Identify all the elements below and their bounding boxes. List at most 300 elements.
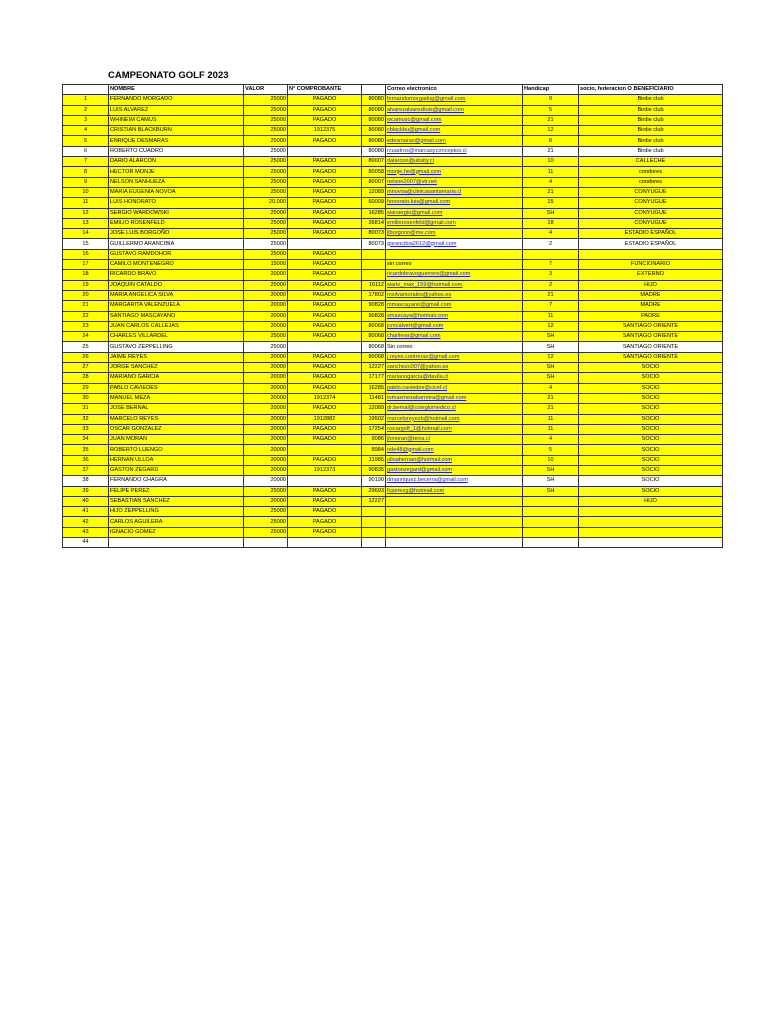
handicap-cell: 21 bbox=[523, 404, 579, 414]
valor-cell: 25000 bbox=[244, 229, 288, 239]
nombre-cell: FELIPE PEREZ bbox=[109, 486, 244, 496]
nombre-cell: HERNAN ULLOA bbox=[109, 455, 244, 465]
handicap-cell bbox=[523, 538, 579, 548]
email-link[interactable]: jlborgono@me.com bbox=[387, 230, 436, 237]
comprobante-cell: PAGADO bbox=[288, 157, 362, 167]
telefono-cell: 80058 bbox=[362, 167, 386, 177]
telefono-cell: 12089 bbox=[362, 187, 386, 197]
comprobante-cell: PAGADO bbox=[288, 404, 362, 414]
valor-cell: 25000 bbox=[244, 332, 288, 342]
table-row bbox=[63, 198, 723, 208]
correo-cell bbox=[386, 414, 523, 424]
handicap-cell: 12 bbox=[523, 352, 579, 362]
nombre-cell: IGNACIO GOMEZ bbox=[109, 527, 244, 537]
nombre-cell bbox=[109, 538, 244, 548]
header-telefono bbox=[362, 85, 386, 95]
comprobante-cell: PAGADO bbox=[288, 208, 362, 218]
email-link[interactable]: sanchezc007@yahoo.es bbox=[387, 364, 449, 371]
email-link[interactable]: dalarcon@ubsity.cl bbox=[387, 158, 434, 165]
email-link[interactable]: honorato.luis@gmail.com bbox=[387, 199, 451, 206]
telefono-cell: 80073 bbox=[362, 229, 386, 239]
tipo-cell: CONYUGUE bbox=[579, 187, 723, 197]
comprobante-cell: 1912882 bbox=[288, 414, 362, 424]
table-row bbox=[63, 352, 723, 362]
telefono-cell: 80080 bbox=[362, 126, 386, 136]
correo-cell bbox=[386, 321, 523, 331]
row-number-cell: 43 bbox=[63, 527, 109, 537]
valor-cell: 20000 bbox=[244, 373, 288, 383]
valor-cell: 20000 bbox=[244, 321, 288, 331]
email-link[interactable]: dr.bernal@colegiomedico.cl bbox=[387, 405, 456, 412]
nombre-cell: JUAN MORAN bbox=[109, 435, 244, 445]
valor-cell: 25000 bbox=[244, 507, 288, 517]
tipo-cell: SOCIO bbox=[579, 445, 723, 455]
tipo-cell: SOCIO bbox=[579, 435, 723, 445]
nombre-cell: GUSTAVO RAMDOHOR bbox=[109, 249, 244, 259]
row-number-cell: 38 bbox=[63, 476, 109, 486]
telefono-cell: 80080 bbox=[362, 136, 386, 146]
nombre-cell: CHARLES VILLARDEL bbox=[109, 332, 244, 342]
row-number-cell: 34 bbox=[63, 435, 109, 445]
table-row bbox=[63, 373, 723, 383]
email-link[interactable]: ulloahernan@hotmail.com bbox=[387, 456, 453, 463]
nombre-cell: DARIO ALARCON bbox=[109, 157, 244, 167]
tipo-cell: condores bbox=[579, 177, 723, 187]
comprobante-cell: PAGADO bbox=[288, 363, 362, 373]
comprobante-cell: PAGADO bbox=[288, 290, 362, 300]
handicap-cell: 7 bbox=[523, 260, 579, 270]
email-link[interactable]: emiliorosenfeld@gmail.com bbox=[387, 220, 456, 226]
handicap-cell: 11 bbox=[523, 311, 579, 321]
handicap-cell: 2 bbox=[523, 280, 579, 290]
tipo-cell: SANTIAGO ORIENTE bbox=[579, 332, 723, 342]
nombre-cell: CRISTIAN BLACKBURN bbox=[109, 126, 244, 136]
tipo-cell: CONYUGUE bbox=[579, 198, 723, 208]
table-row bbox=[63, 321, 723, 331]
telefono-cell: 80068 bbox=[362, 342, 386, 352]
row-number-cell: 40 bbox=[63, 496, 109, 506]
telefono-cell: 9086 bbox=[362, 435, 386, 445]
tipo-cell: SOCIO bbox=[579, 373, 723, 383]
telefono-cell bbox=[362, 507, 386, 517]
correo-cell bbox=[386, 445, 523, 455]
table-row bbox=[63, 301, 723, 311]
tipo-cell: Birdie club bbox=[579, 105, 723, 115]
row-number-cell: 27 bbox=[63, 363, 109, 373]
comprobante-cell bbox=[288, 445, 362, 455]
comprobante-cell bbox=[288, 342, 362, 352]
email-link[interactable]: smascaya@hotmail.com bbox=[387, 312, 449, 319]
handicap-cell: 12 bbox=[523, 126, 579, 136]
table-row bbox=[63, 126, 723, 136]
correo-cell bbox=[386, 424, 523, 434]
row-number-cell: 36 bbox=[63, 455, 109, 465]
nombre-cell: ROBERTO CUADRO bbox=[109, 146, 244, 156]
correo-cell bbox=[386, 342, 523, 352]
tipo-cell bbox=[579, 249, 723, 259]
email-link[interactable]: dmanriquez.becerra@gmail.com bbox=[387, 477, 468, 484]
comprobante-cell: PAGADO bbox=[288, 115, 362, 125]
comprobante-cell: PAGADO bbox=[288, 507, 362, 517]
table-row bbox=[63, 342, 723, 352]
handicap-cell bbox=[523, 527, 579, 537]
table-row bbox=[63, 115, 723, 125]
correo-cell bbox=[386, 249, 523, 259]
table-row bbox=[63, 105, 723, 115]
nombre-cell: SERGIO WARDOWSKI bbox=[109, 208, 244, 218]
row-number-cell: 3 bbox=[63, 115, 109, 125]
comprobante-cell: PAGADO bbox=[288, 136, 362, 146]
valor-cell: 25000 bbox=[244, 136, 288, 146]
table-row bbox=[63, 393, 723, 403]
row-number-cell: 17 bbox=[63, 260, 109, 270]
handicap-cell: 5 bbox=[523, 105, 579, 115]
table-row bbox=[63, 146, 723, 156]
valor-cell: 20000 bbox=[244, 270, 288, 280]
valor-cell: 25000 bbox=[244, 95, 288, 105]
valor-cell: 25000 bbox=[244, 239, 288, 249]
handicap-cell: 10 bbox=[523, 157, 579, 167]
correo-cell bbox=[386, 167, 523, 177]
row-number-cell: 13 bbox=[63, 218, 109, 228]
tipo-cell: SOCIO bbox=[579, 414, 723, 424]
header-row bbox=[63, 85, 723, 95]
valor-cell: 25000 bbox=[244, 105, 288, 115]
email-link[interactable]: garancibia2612@gmail.com bbox=[387, 240, 457, 247]
handicap-cell: 11 bbox=[523, 414, 579, 424]
row-number-cell: 26 bbox=[63, 352, 109, 362]
email-link[interactable]: wcamusc@gmail.com bbox=[387, 117, 442, 124]
row-number-cell: 2 bbox=[63, 105, 109, 115]
email-link[interactable]: cblackbu@gmail.com bbox=[387, 127, 441, 134]
tipo-cell: CONYUGUE bbox=[579, 208, 723, 218]
valor-cell: 25000 bbox=[244, 342, 288, 352]
telefono-cell: 80007 bbox=[362, 157, 386, 167]
tipo-cell bbox=[579, 538, 723, 548]
comprobante-cell bbox=[288, 538, 362, 548]
header-valor: VALOR bbox=[244, 85, 288, 95]
valor-cell: 25000 bbox=[244, 208, 288, 218]
handicap-cell: SH bbox=[523, 476, 579, 486]
table-row bbox=[63, 383, 723, 393]
tipo-cell: Birdie club bbox=[579, 126, 723, 136]
valor-cell: 20000 bbox=[244, 290, 288, 300]
nombre-cell: ENRIQUE DESMARAS bbox=[109, 136, 244, 146]
correo-cell bbox=[386, 517, 523, 527]
row-number-cell: 41 bbox=[63, 507, 109, 517]
handicap-cell: 4 bbox=[523, 177, 579, 187]
telefono-cell: 12227 bbox=[362, 363, 386, 373]
comprobante-cell: PAGADO bbox=[288, 260, 362, 270]
handicap-cell: 12 bbox=[523, 321, 579, 331]
row-number-cell: 31 bbox=[63, 404, 109, 414]
comprobante-cell: PAGADO bbox=[288, 424, 362, 434]
handicap-cell: 21 bbox=[523, 290, 579, 300]
telefono-cell: 17802 bbox=[362, 290, 386, 300]
email-link[interactable]: fernandomorgadog@gmail.com bbox=[387, 96, 466, 103]
correo-cell bbox=[386, 260, 523, 270]
nombre-cell: MARCELO REYES bbox=[109, 414, 244, 424]
tipo-cell: HIJO bbox=[579, 496, 723, 506]
handicap-cell: 4 bbox=[523, 383, 579, 393]
tipo-cell: Birdie club bbox=[579, 146, 723, 156]
row-number-cell: 19 bbox=[63, 280, 109, 290]
participants-table bbox=[62, 84, 723, 548]
telefono-cell: 90828 bbox=[362, 301, 386, 311]
table-row bbox=[63, 167, 723, 177]
table-row bbox=[63, 476, 723, 486]
valor-cell: 20000 bbox=[244, 476, 288, 486]
correo-cell bbox=[386, 352, 523, 362]
telefono-cell: 12089 bbox=[362, 404, 386, 414]
row-number-cell: 16 bbox=[63, 249, 109, 259]
correo-cell bbox=[386, 229, 523, 239]
correo-cell bbox=[386, 496, 523, 506]
telefono-cell: 80080 bbox=[362, 146, 386, 156]
valor-cell: 25000 bbox=[244, 187, 288, 197]
comprobante-cell: PAGADO bbox=[288, 383, 362, 393]
handicap-cell: 10 bbox=[523, 455, 579, 465]
correo-cell bbox=[386, 332, 523, 342]
nombre-cell: MARGARITA VALENZUELA bbox=[109, 301, 244, 311]
email-link[interactable]: rcuadros@marcasyconceptos.cl bbox=[387, 147, 467, 154]
tipo-cell: SOCIO bbox=[579, 455, 723, 465]
email-link[interactable]: warsergio@gmail.com bbox=[387, 209, 443, 216]
tipo-cell: Birdie club bbox=[579, 136, 723, 146]
telefono-cell: 90835 bbox=[362, 465, 386, 475]
valor-cell: 25000 bbox=[244, 249, 288, 259]
correo-cell bbox=[386, 301, 523, 311]
handicap-cell: 5 bbox=[523, 445, 579, 455]
tipo-cell: SOCIO bbox=[579, 476, 723, 486]
table-row bbox=[63, 311, 723, 321]
row-number-cell: 42 bbox=[63, 517, 109, 527]
telefono-cell: 17177 bbox=[362, 373, 386, 383]
comprobante-cell: 1912373 bbox=[288, 465, 362, 475]
email-link[interactable]: mnovoa@clinicasantamaria.cl bbox=[387, 189, 462, 196]
valor-cell: 15000 bbox=[244, 260, 288, 270]
comprobante-cell: PAGADO bbox=[288, 321, 362, 331]
valor-cell: 20000 bbox=[244, 311, 288, 321]
row-number-cell: 9 bbox=[63, 177, 109, 187]
telefono-cell: 80068 bbox=[362, 321, 386, 331]
row-number-cell: 44 bbox=[63, 538, 109, 548]
correo-cell bbox=[386, 383, 523, 393]
handicap-cell: SH bbox=[523, 342, 579, 352]
correo-cell bbox=[386, 136, 523, 146]
handicap-cell bbox=[523, 507, 579, 517]
nombre-cell: FERNANDO CHAGRA bbox=[109, 476, 244, 486]
nombre-cell: EMILIO ROSENFELD bbox=[109, 218, 244, 228]
telefono-cell bbox=[362, 249, 386, 259]
handicap-cell bbox=[523, 517, 579, 527]
row-number-cell: 5 bbox=[63, 136, 109, 146]
row-number-cell: 24 bbox=[63, 332, 109, 342]
email-link[interactable]: tomasmezabarreira@gmail.com bbox=[387, 395, 467, 402]
email-link[interactable]: jcmcalvert@gmail.com bbox=[387, 322, 444, 329]
correo-cell bbox=[386, 157, 523, 167]
row-number-cell: 35 bbox=[63, 445, 109, 455]
email-link[interactable]: alvarezalvarezlluis@gmail.com bbox=[387, 106, 464, 113]
telefono-cell: 16112 bbox=[362, 280, 386, 290]
tipo-cell bbox=[579, 517, 723, 527]
telefono-cell: 11985 bbox=[362, 455, 386, 465]
tipo-cell: SOCIO bbox=[579, 383, 723, 393]
email-link[interactable]: msilvamorales@yahoo.es bbox=[387, 292, 452, 299]
valor-cell: 25000 bbox=[244, 517, 288, 527]
valor-cell: 20000 bbox=[244, 496, 288, 506]
correo-cell bbox=[386, 270, 523, 280]
telefono-cell: 16285 bbox=[362, 208, 386, 218]
email-link[interactable]: oscargolf_1@hotmail.com bbox=[387, 425, 452, 432]
nombre-cell: SANTIAGO MASCAYANO bbox=[109, 311, 244, 321]
email-link[interactable]: gastonzegard@gmail.com bbox=[387, 467, 453, 474]
email-link[interactable]: edesmaras@gmail.com bbox=[387, 137, 446, 144]
table-row bbox=[63, 507, 723, 517]
tipo-cell: SOCIO bbox=[579, 363, 723, 373]
table-row bbox=[63, 332, 723, 342]
valor-cell bbox=[244, 538, 288, 548]
telefono-cell: 80080 bbox=[362, 115, 386, 125]
valor-cell: 20000 bbox=[244, 445, 288, 455]
handicap-cell: 21 bbox=[523, 146, 579, 156]
nombre-cell: MANUEL MEZA bbox=[109, 393, 244, 403]
email-link[interactable]: charlieva@gmail.com bbox=[387, 333, 441, 340]
telefono-cell: 90190 bbox=[362, 476, 386, 486]
tipo-cell: EXTERNO bbox=[579, 270, 723, 280]
comprobante-cell: PAGADO bbox=[288, 229, 362, 239]
email-link[interactable]: ricardobravoguerrero@gmail.com bbox=[387, 271, 471, 278]
correo-cell bbox=[386, 187, 523, 197]
nombre-cell: WHINEIM CAMUS bbox=[109, 115, 244, 125]
comprobante-cell: PAGADO bbox=[288, 373, 362, 383]
telefono-cell bbox=[362, 270, 386, 280]
email-link[interactable]: nelson2007@vtr.net bbox=[387, 178, 437, 185]
row-number-cell: 12 bbox=[63, 208, 109, 218]
table-row bbox=[63, 239, 723, 249]
nombre-cell: JOAQUIN CATALDO bbox=[109, 280, 244, 290]
tipo-cell: CALLECHE bbox=[579, 157, 723, 167]
email-link[interactable]: wario_max_159@hotmail.com bbox=[387, 281, 463, 288]
telefono-cell: 29693 bbox=[362, 486, 386, 496]
table-row bbox=[63, 538, 723, 548]
correo-cell bbox=[386, 373, 523, 383]
handicap-cell bbox=[523, 496, 579, 506]
comprobante-cell: PAGADO bbox=[288, 352, 362, 362]
row-number-cell: 10 bbox=[63, 187, 109, 197]
tipo-cell bbox=[579, 527, 723, 537]
correo-cell bbox=[386, 218, 523, 228]
row-number-cell: 30 bbox=[63, 393, 109, 403]
email-link[interactable]: marianogarcia@davila.cl bbox=[387, 374, 449, 381]
correo-cell bbox=[386, 198, 523, 208]
nombre-cell: ROBERTO LUENGO bbox=[109, 445, 244, 455]
telefono-cell: 16285 bbox=[362, 383, 386, 393]
telefono-cell: 80073 bbox=[362, 239, 386, 249]
valor-cell: 20000 bbox=[244, 465, 288, 475]
tipo-cell: MADRE bbox=[579, 301, 723, 311]
handicap-cell: SH bbox=[523, 465, 579, 475]
email-link[interactable]: jhmoran@terra.cl bbox=[387, 436, 430, 443]
tipo-cell: Birdie club bbox=[579, 95, 723, 105]
table-row bbox=[63, 517, 723, 527]
valor-cell: 20000 bbox=[244, 414, 288, 424]
tipo-cell: SOCIO bbox=[579, 424, 723, 434]
row-number-cell: 29 bbox=[63, 383, 109, 393]
header-number bbox=[63, 85, 109, 95]
email-link[interactable]: monje.he@gmail.com bbox=[387, 168, 442, 175]
correo-cell bbox=[386, 126, 523, 136]
table-row bbox=[63, 404, 723, 414]
table-row bbox=[63, 435, 723, 445]
email-link[interactable]: fcperezg@hotmail.com bbox=[387, 487, 445, 494]
email-link[interactable]: pablo.caviedes@cicef.cl bbox=[387, 384, 448, 391]
telefono-cell: 80068 bbox=[362, 332, 386, 342]
nombre-cell: LUIS ALVAREZ bbox=[109, 105, 244, 115]
nombre-cell: OSCAR GONZALEZ bbox=[109, 424, 244, 434]
tipo-cell: ESTADIO ESPAÑOL bbox=[579, 239, 723, 249]
valor-cell: 20000 bbox=[244, 393, 288, 403]
email-link[interactable]: rele48@gmail.com bbox=[387, 446, 434, 453]
table-row bbox=[63, 527, 723, 537]
nombre-cell: MARIANO GARCIA bbox=[109, 373, 244, 383]
email-link[interactable]: j.reyes.contreras@gmail.com bbox=[387, 353, 460, 360]
comprobante-cell bbox=[288, 146, 362, 156]
row-number-cell: 20 bbox=[63, 290, 109, 300]
row-number-cell: 18 bbox=[63, 270, 109, 280]
handicap-cell: 7 bbox=[523, 301, 579, 311]
nombre-cell: SEBASTIAN SANCHEZ bbox=[109, 496, 244, 506]
telefono-cell bbox=[362, 527, 386, 537]
comprobante-cell bbox=[288, 476, 362, 486]
row-number-cell: 15 bbox=[63, 239, 109, 249]
correo-cell bbox=[386, 393, 523, 403]
telefono-cell bbox=[362, 517, 386, 527]
row-number-cell: 8 bbox=[63, 167, 109, 177]
tipo-cell: SANTIAGO ORIENTE bbox=[579, 321, 723, 331]
table-row bbox=[63, 445, 723, 455]
nombre-cell: CAMILO MONTENEGRO bbox=[109, 260, 244, 270]
table-row bbox=[63, 290, 723, 300]
table-row bbox=[63, 424, 723, 434]
nombre-cell: JORGE SANCHEZ bbox=[109, 363, 244, 373]
valor-cell: 25000 bbox=[244, 527, 288, 537]
correo-cell bbox=[386, 105, 523, 115]
correo-cell bbox=[386, 146, 523, 156]
nombre-cell: PABLO CAVIEDES bbox=[109, 383, 244, 393]
correo-cell bbox=[386, 507, 523, 517]
email-link[interactable]: marceloreyesb@hotmail.com bbox=[387, 415, 460, 422]
correo-cell bbox=[386, 280, 523, 290]
valor-cell: 20000 bbox=[244, 301, 288, 311]
handicap-cell: 4 bbox=[523, 435, 579, 445]
row-number-cell: 37 bbox=[63, 465, 109, 475]
handicap-cell: SH bbox=[523, 332, 579, 342]
telefono-cell: 80068 bbox=[362, 352, 386, 362]
comprobante-cell: PAGADO bbox=[288, 332, 362, 342]
handicap-cell: 11 bbox=[523, 167, 579, 177]
row-number-cell: 32 bbox=[63, 414, 109, 424]
comprobante-cell: 1912375 bbox=[288, 126, 362, 136]
email-link[interactable]: mmascayano@gmail.com bbox=[387, 302, 452, 309]
correo-cell bbox=[386, 476, 523, 486]
correo-cell bbox=[386, 455, 523, 465]
valor-cell: 20000 bbox=[244, 363, 288, 373]
tipo-cell: SOCIO bbox=[579, 465, 723, 475]
handicap-cell: 2 bbox=[523, 239, 579, 249]
tipo-cell: CONYUGUE bbox=[579, 218, 723, 228]
tipo-cell: SOCIO bbox=[579, 393, 723, 403]
